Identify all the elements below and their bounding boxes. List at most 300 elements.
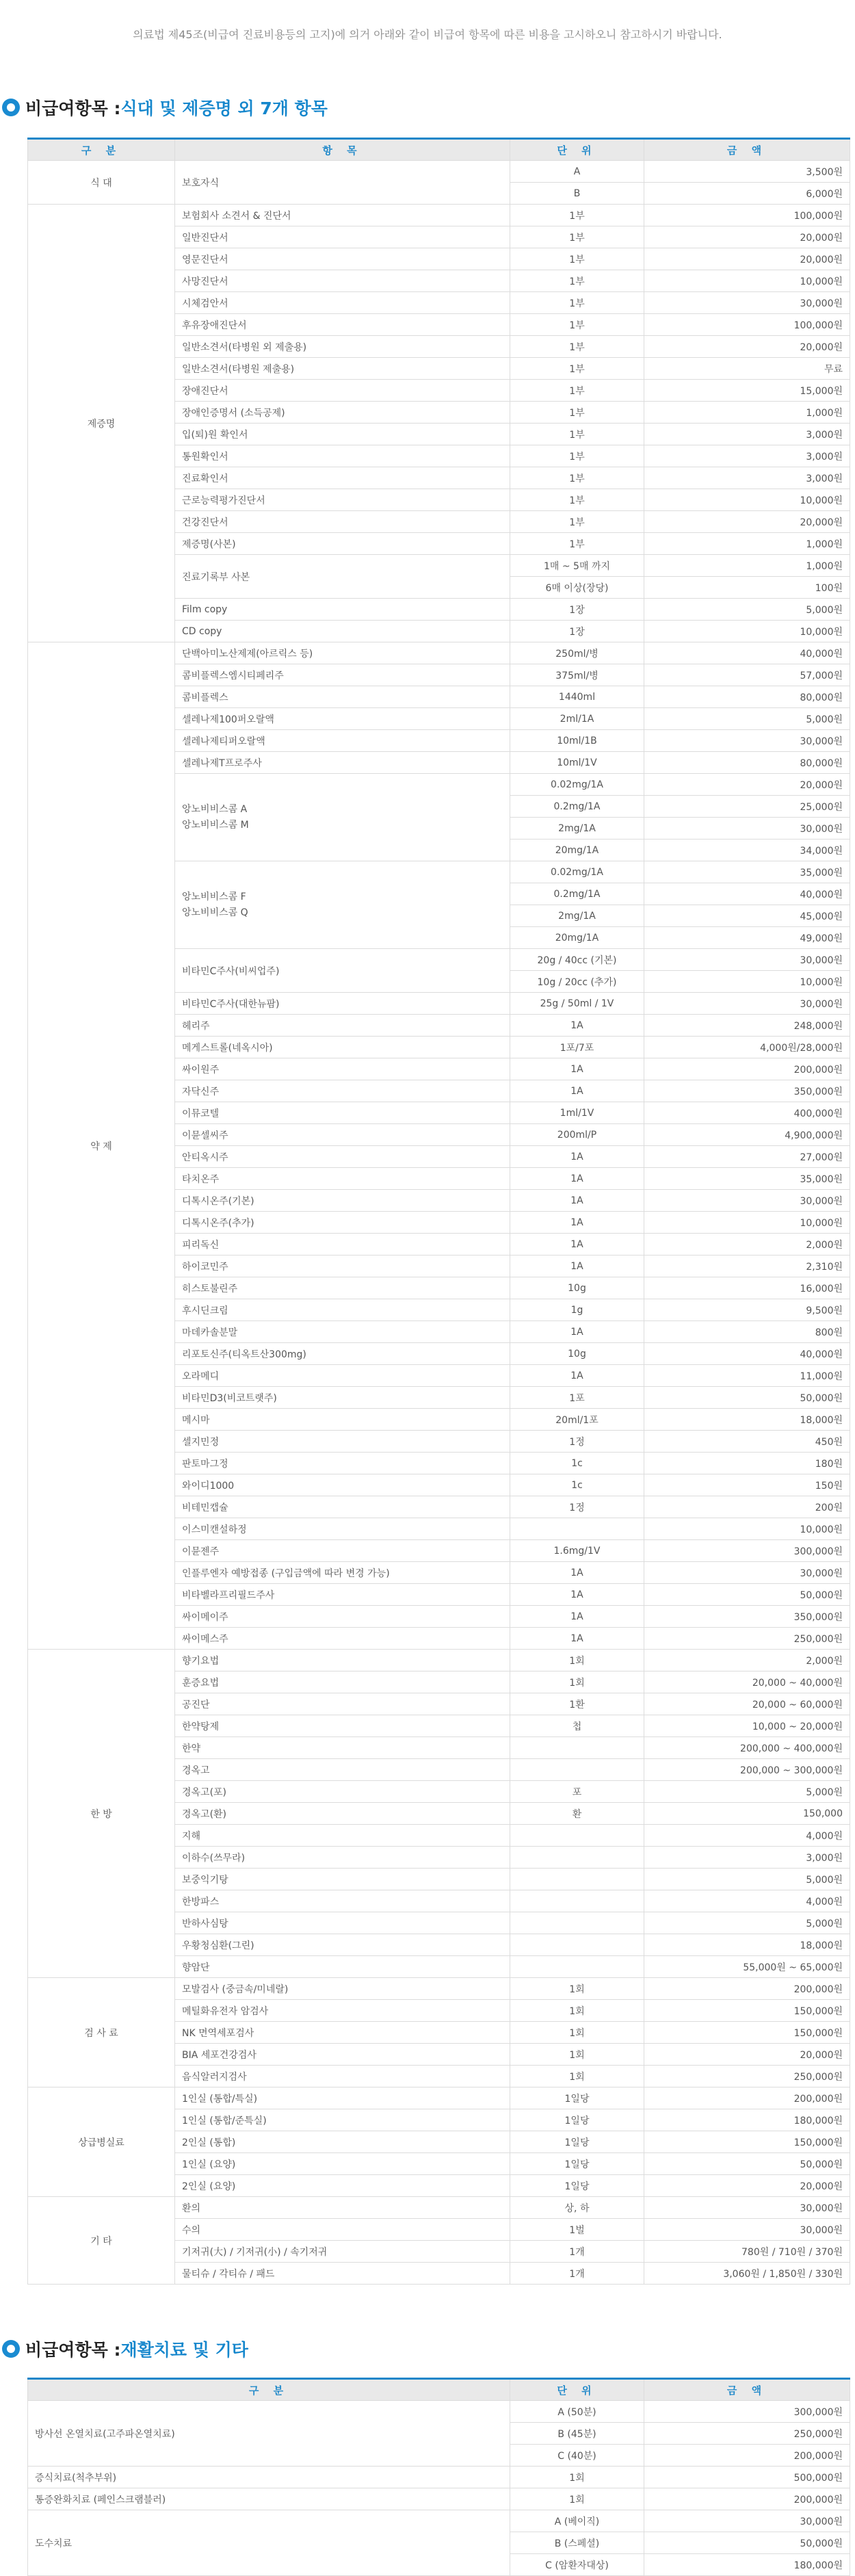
amount-cell: 4,900,000원 [644, 1124, 850, 1146]
unit-cell: 1일당 [510, 2153, 644, 2175]
unit-cell: 20g / 40cc (기본) [510, 949, 644, 971]
unit-cell: 0.2mg/1A [510, 883, 644, 905]
amount-cell: 3,000원 [644, 467, 850, 489]
amount-cell: 10,000원 [644, 621, 850, 642]
amount-cell: 1,000원 [644, 555, 850, 577]
amount-cell: 800원 [644, 1321, 850, 1343]
amount-cell: 10,000원 [644, 489, 850, 511]
unit-cell: 1포 [510, 1387, 644, 1409]
amount-cell: 40,000원 [644, 642, 850, 664]
unit-cell: 1A [510, 1321, 644, 1343]
unit-cell: 1개 [510, 2241, 644, 2263]
amount-cell: 5,000원 [644, 708, 850, 730]
item-cell: 셀레나제T프로주사 [175, 752, 510, 774]
section-title-prefix: 비급여항목 : [25, 99, 121, 118]
amount-cell: 45,000원 [644, 905, 850, 927]
amount-cell: 1,000원 [644, 533, 850, 555]
amount-cell: 100,000원 [644, 205, 850, 226]
unit-cell [510, 1847, 644, 1869]
item-cell: 보험회사 소견서 & 진단서 [175, 205, 510, 226]
amount-cell: 180원 [644, 1453, 850, 1474]
item-cell: 반하사심탕 [175, 1912, 510, 1934]
unit-cell: 1A [510, 1146, 644, 1168]
item-cell: CD copy [175, 621, 510, 642]
notice-text: 의료법 제45조(비급여 진료비용등의 고지)에 의거 아래와 같이 비급여 항목에 따른 비용을 고시하오니 참고하시기 바랍니다. [133, 28, 722, 41]
amount-cell: 80,000원 [644, 752, 850, 774]
unit-cell: A (베이직) [510, 2510, 644, 2532]
unit-cell: 1440ml [510, 686, 644, 708]
header-amount: 금 액 [644, 139, 850, 161]
item-cell: 수의 [175, 2219, 510, 2241]
item-cell: 향기요법 [175, 1650, 510, 1671]
unit-cell: 1부 [510, 489, 644, 511]
unit-cell: 10ml/1V [510, 752, 644, 774]
amount-cell: 11,000원 [644, 1365, 850, 1387]
amount-cell: 200,000 ~ 400,000원 [644, 1737, 850, 1759]
unit-cell: 1c [510, 1474, 644, 1496]
item-cell: 음식알러지검사 [175, 2066, 510, 2087]
amount-cell: 20,000원 [644, 2175, 850, 2197]
unit-cell: 1회 [510, 2044, 644, 2066]
unit-cell: 1부 [510, 270, 644, 292]
amount-cell: 80,000원 [644, 686, 850, 708]
item-cell: 히스토불린주 [175, 1277, 510, 1299]
item-cell: 환의 [175, 2197, 510, 2219]
unit-cell: 1A [510, 1256, 644, 1277]
amount-cell: 40,000원 [644, 1343, 850, 1365]
amount-cell: 5,000원 [644, 1869, 850, 1890]
unit-cell: 10ml/1B [510, 730, 644, 752]
item-cell: 비타벨라프리필드주사 [175, 1584, 510, 1606]
item-cell: 메틸화유전자 암검사 [175, 2000, 510, 2022]
amount-cell: 55,000원 ~ 65,000원 [644, 1956, 850, 1978]
section-title [2, 97, 328, 118]
header-category: 구 분 [28, 139, 175, 161]
amount-cell: 20,000원 [644, 248, 850, 270]
amount-cell: 10,000 ~ 20,000원 [644, 1715, 850, 1737]
item-cell: 2인실 (요양) [175, 2175, 510, 2197]
amount-cell: 100원 [644, 577, 850, 599]
amount-cell: 20,000원 [644, 2044, 850, 2066]
unit-cell: A (50분) [510, 2401, 644, 2423]
unit-cell: 1A [510, 1190, 644, 1212]
item-cell: 보중익기탕 [175, 1869, 510, 1890]
amount-cell: 150원 [644, 1474, 850, 1496]
amount-cell: 30,000원 [644, 1562, 850, 1584]
table-row [28, 205, 850, 226]
unit-cell: 1장 [510, 599, 644, 621]
unit-cell: 1A [510, 1365, 644, 1387]
table-row [28, 2401, 850, 2423]
amount-cell: 248,000원 [644, 1015, 850, 1037]
unit-cell: 1부 [510, 511, 644, 533]
item-cell: 셀지민정 [175, 1431, 510, 1453]
item-cell: 이뮤코텔 [175, 1102, 510, 1124]
unit-cell: 1회 [510, 2066, 644, 2087]
unit-cell: 1회 [510, 2467, 644, 2488]
category-cell: 약 제 [28, 642, 175, 1650]
unit-cell: 1부 [510, 533, 644, 555]
category-cell: 상급병실료 [28, 2087, 175, 2197]
fee-table-1 [27, 138, 850, 2285]
unit-cell: 1부 [510, 248, 644, 270]
amount-cell: 40,000원 [644, 883, 850, 905]
item-cell: 헤리주 [175, 1015, 510, 1037]
amount-cell: 3,000원 [644, 1847, 850, 1869]
unit-cell: 1포/7포 [510, 1037, 644, 1058]
unit-cell [510, 1825, 644, 1847]
unit-cell: 1부 [510, 467, 644, 489]
amount-cell: 30,000원 [644, 2219, 850, 2241]
table-row [28, 2087, 850, 2109]
amount-cell: 30,000원 [644, 949, 850, 971]
unit-cell: 1부 [510, 445, 644, 467]
amount-cell: 20,000원 [644, 226, 850, 248]
amount-cell: 18,000원 [644, 1409, 850, 1431]
unit-cell: 1회 [510, 1978, 644, 2000]
item-cell: 장애인증명서 (소득공제) [175, 402, 510, 424]
unit-cell: 1환 [510, 1693, 644, 1715]
amount-cell: 30,000원 [644, 2197, 850, 2219]
amount-cell: 9,500원 [644, 1299, 850, 1321]
unit-cell: 1A [510, 1015, 644, 1037]
unit-cell: 1회 [510, 2488, 644, 2510]
item-cell: 1인실 (통합/준특실) [175, 2109, 510, 2131]
amount-cell: 30,000원 [644, 1190, 850, 1212]
item-cell: 훈증요법 [175, 1671, 510, 1693]
item-cell: 앙노비비스콤 A 앙노비비스콤 M [175, 774, 510, 861]
header-unit: 단 위 [510, 139, 644, 161]
item-cell: 경옥고 [175, 1759, 510, 1781]
amount-cell: 18,000원 [644, 1934, 850, 1956]
amount-cell: 180,000원 [644, 2554, 850, 2576]
item-cell: 장애진단서 [175, 380, 510, 402]
amount-cell: 30,000원 [644, 2510, 850, 2532]
amount-cell: 30,000원 [644, 993, 850, 1015]
item-cell: NK 면역세포검사 [175, 2022, 510, 2044]
item-cell: 싸이메이주 [175, 1606, 510, 1628]
amount-cell: 20,000원 [644, 336, 850, 358]
unit-cell: A [510, 161, 644, 183]
header-category: 구 분 [28, 2379, 510, 2401]
unit-cell [510, 1869, 644, 1890]
item-cell: 증식치료(척추부위) [28, 2467, 510, 2488]
item-cell: 통원확인서 [175, 445, 510, 467]
amount-cell: 3,000원 [644, 424, 850, 445]
unit-cell: 1부 [510, 292, 644, 314]
item-cell: 통증완화치료 (페인스크램블러) [28, 2488, 510, 2510]
item-cell: 후유장애진단서 [175, 314, 510, 336]
item-cell: 공진단 [175, 1693, 510, 1715]
item-cell: 1인실 (요양) [175, 2153, 510, 2175]
item-cell: 자닥신주 [175, 1080, 510, 1102]
amount-cell: 200,000원 [644, 2087, 850, 2109]
amount-cell: 400,000원 [644, 1102, 850, 1124]
item-cell: 싸이원주 [175, 1058, 510, 1080]
amount-cell: 57,000원 [644, 664, 850, 686]
category-cell: 식 대 [28, 161, 175, 205]
amount-cell: 150,000원 [644, 2131, 850, 2153]
item-cell: 한방파스 [175, 1890, 510, 1912]
unit-cell: 1일당 [510, 2109, 644, 2131]
item-cell: 일반소견서(타병원 제출용) [175, 358, 510, 380]
circle-bullet-icon [2, 2340, 20, 2358]
item-cell: 와이디1000 [175, 1474, 510, 1496]
item-cell: 경옥고(포) [175, 1781, 510, 1803]
unit-cell [510, 1737, 644, 1759]
amount-cell: 200,000원 [644, 1978, 850, 2000]
amount-cell: 30,000원 [644, 818, 850, 840]
unit-cell: 0.2mg/1A [510, 796, 644, 818]
amount-cell: 10,000원 [644, 1212, 850, 1234]
item-cell: BIA 세포건강검사 [175, 2044, 510, 2066]
amount-cell: 350,000원 [644, 1080, 850, 1102]
unit-cell: 20mg/1A [510, 840, 644, 861]
amount-cell: 30,000원 [644, 730, 850, 752]
header-item: 항 목 [175, 139, 510, 161]
amount-cell: 300,000원 [644, 2401, 850, 2423]
unit-cell: 상, 하 [510, 2197, 644, 2219]
amount-cell: 무료 [644, 358, 850, 380]
item-cell: 일반소견서(타병원 외 제출용) [175, 336, 510, 358]
unit-cell: 1부 [510, 358, 644, 380]
unit-cell: 1A [510, 1628, 644, 1650]
amount-cell: 10,000원 [644, 971, 850, 993]
item-cell: 제증명(사본) [175, 533, 510, 555]
amount-cell: 200,000원 [644, 1058, 850, 1080]
amount-cell: 200원 [644, 1496, 850, 1518]
item-cell: 셀레나제티퍼오랄액 [175, 730, 510, 752]
unit-cell: 1회 [510, 2000, 644, 2022]
unit-cell: 10g [510, 1343, 644, 1365]
item-cell: 진료확인서 [175, 467, 510, 489]
item-cell: 비테민캡슐 [175, 1496, 510, 1518]
item-cell: 비타민C주사(대한뉴팜) [175, 993, 510, 1015]
amount-cell: 200,000원 [644, 2445, 850, 2467]
unit-cell: 1.6mg/1V [510, 1540, 644, 1562]
unit-cell: 375ml/병 [510, 664, 644, 686]
item-cell: 이뮨셀씨주 [175, 1124, 510, 1146]
amount-cell: 34,000원 [644, 840, 850, 861]
item-cell: 디톡시온주(추가) [175, 1212, 510, 1234]
amount-cell: 30,000원 [644, 292, 850, 314]
unit-cell: 20mg/1A [510, 927, 644, 949]
unit-cell: 20ml/1포 [510, 1409, 644, 1431]
unit-cell [510, 1759, 644, 1781]
table-row [28, 1978, 850, 2000]
unit-cell: B (스페셜) [510, 2532, 644, 2554]
item-cell: 모발검사 (중금속/미네랄) [175, 1978, 510, 2000]
item-cell: 타치온주 [175, 1168, 510, 1190]
amount-cell: 150,000원 [644, 2000, 850, 2022]
amount-cell: 4,000원/28,000원 [644, 1037, 850, 1058]
item-cell: 영문진단서 [175, 248, 510, 270]
section-title-highlight: 식대 및 제증명 외 7개 항목 [120, 99, 328, 118]
table-row [28, 161, 850, 183]
category-cell: 제증명 [28, 205, 175, 642]
unit-cell: 0.02mg/1A [510, 861, 644, 883]
amount-cell: 35,000원 [644, 1168, 850, 1190]
item-cell: 마데카솔분말 [175, 1321, 510, 1343]
amount-cell: 2,310원 [644, 1256, 850, 1277]
amount-cell: 50,000원 [644, 1584, 850, 1606]
unit-cell: 1정 [510, 1431, 644, 1453]
table-row [28, 642, 850, 664]
amount-cell: 350,000원 [644, 1606, 850, 1628]
amount-cell: 100,000원 [644, 314, 850, 336]
unit-cell: 1일당 [510, 2175, 644, 2197]
unit-cell: 1장 [510, 621, 644, 642]
unit-cell: 0.02mg/1A [510, 774, 644, 796]
unit-cell: 1회 [510, 1650, 644, 1671]
unit-cell [510, 1956, 644, 1978]
amount-cell: 4,000원 [644, 1825, 850, 1847]
table-row [28, 2510, 850, 2532]
amount-cell: 50,000원 [644, 1387, 850, 1409]
unit-cell: B [510, 183, 644, 205]
unit-cell: 1부 [510, 205, 644, 226]
amount-cell: 50,000원 [644, 2153, 850, 2175]
unit-cell: 환 [510, 1803, 644, 1825]
fee-table-2 [27, 2378, 850, 2576]
unit-cell: 1정 [510, 1496, 644, 1518]
amount-cell: 25,000원 [644, 796, 850, 818]
unit-cell: 1g [510, 1299, 644, 1321]
amount-cell: 15,000원 [644, 380, 850, 402]
unit-cell: 10g / 20cc (추가) [510, 971, 644, 993]
item-cell: 메시마 [175, 1409, 510, 1431]
unit-cell: 1부 [510, 314, 644, 336]
unit-cell: C (암환자대상) [510, 2554, 644, 2576]
amount-cell: 16,000원 [644, 1277, 850, 1299]
header-unit: 단 위 [510, 2379, 644, 2401]
circle-bullet-icon [2, 99, 20, 116]
unit-cell: 1A [510, 1058, 644, 1080]
section-title-prefix: 비급여항목 : [25, 2340, 121, 2360]
amount-cell: 2,000원 [644, 1234, 850, 1256]
amount-cell: 5,000원 [644, 1912, 850, 1934]
item-cell: 한약탕제 [175, 1715, 510, 1737]
item-cell: 이스미캔설하정 [175, 1518, 510, 1540]
amount-cell: 3,500원 [644, 161, 850, 183]
unit-cell: 2mg/1A [510, 905, 644, 927]
item-cell: 입(퇴)원 확인서 [175, 424, 510, 445]
amount-cell: 10,000원 [644, 1518, 850, 1540]
item-cell: 도수치료 [28, 2510, 510, 2576]
item-cell: 하이코민주 [175, 1256, 510, 1277]
item-cell: 이뮨젠주 [175, 1540, 510, 1562]
item-cell: 단백아미노산제제(아르릭스 등) [175, 642, 510, 664]
amount-cell: 250,000원 [644, 2066, 850, 2087]
unit-cell: 1일당 [510, 2087, 644, 2109]
item-cell: 1인실 (통합/특실) [175, 2087, 510, 2109]
unit-cell: 1A [510, 1080, 644, 1102]
item-cell: 방사선 온열치료(고주파온열치료) [28, 2401, 510, 2467]
item-cell: 보호자식 [175, 161, 510, 205]
amount-cell: 180,000원 [644, 2109, 850, 2131]
section-title-highlight: 재활치료 및 기타 [120, 2340, 248, 2360]
amount-cell: 10,000원 [644, 270, 850, 292]
item-cell: 셀레나제100퍼오랄액 [175, 708, 510, 730]
unit-cell: 2ml/1A [510, 708, 644, 730]
item-cell: 기저귀(大) / 기저귀(小) / 속기저귀 [175, 2241, 510, 2263]
item-cell: 물티슈 / 각티슈 / 패드 [175, 2263, 510, 2285]
amount-cell: 49,000원 [644, 927, 850, 949]
unit-cell: 1매 ~ 5매 까지 [510, 555, 644, 577]
unit-cell: 1부 [510, 380, 644, 402]
unit-cell: 1회 [510, 2022, 644, 2044]
unit-cell [510, 1912, 644, 1934]
amount-cell: 3,000원 [644, 445, 850, 467]
item-cell: 리포토신주(티옥트산300mg) [175, 1343, 510, 1365]
item-cell: 건강진단서 [175, 511, 510, 533]
table-row [28, 2488, 850, 2510]
unit-cell: C (40분) [510, 2445, 644, 2467]
unit-cell [510, 1518, 644, 1540]
unit-cell: 1개 [510, 2263, 644, 2285]
item-cell: 안티옥시주 [175, 1146, 510, 1168]
amount-cell: 300,000원 [644, 1540, 850, 1562]
header-amount: 금 액 [644, 2379, 850, 2401]
unit-cell: 1A [510, 1212, 644, 1234]
amount-cell: 35,000원 [644, 861, 850, 883]
unit-cell [510, 1934, 644, 1956]
item-cell: 일반진단서 [175, 226, 510, 248]
item-cell: 비타민D3(비코트랫주) [175, 1387, 510, 1409]
unit-cell: 25g / 50ml / 1V [510, 993, 644, 1015]
category-cell: 기 타 [28, 2197, 175, 2285]
amount-cell: 20,000 ~ 40,000원 [644, 1671, 850, 1693]
unit-cell: 1부 [510, 424, 644, 445]
unit-cell: 1A [510, 1606, 644, 1628]
amount-cell: 5,000원 [644, 1781, 850, 1803]
item-cell: 지해 [175, 1825, 510, 1847]
unit-cell: 1A [510, 1562, 644, 1584]
unit-cell: 200ml/P [510, 1124, 644, 1146]
unit-cell: B (45분) [510, 2423, 644, 2445]
item-cell: 근로능력평가진단서 [175, 489, 510, 511]
unit-cell: 2mg/1A [510, 818, 644, 840]
section-title [2, 2339, 248, 2359]
table-row [28, 2467, 850, 2488]
amount-cell: 20,000 ~ 60,000원 [644, 1693, 850, 1715]
item-cell: 콤비플렉스엠시티페리주 [175, 664, 510, 686]
item-cell: 판토마그정 [175, 1453, 510, 1474]
unit-cell: 1부 [510, 226, 644, 248]
amount-cell: 2,000원 [644, 1650, 850, 1671]
unit-cell: 1ml/1V [510, 1102, 644, 1124]
unit-cell: 1A [510, 1168, 644, 1190]
item-cell: 디톡시온주(기본) [175, 1190, 510, 1212]
unit-cell: 1A [510, 1584, 644, 1606]
item-cell: 시체검안서 [175, 292, 510, 314]
item-cell: 사망진단서 [175, 270, 510, 292]
item-cell: 이하수(쓰무라) [175, 1847, 510, 1869]
unit-cell: 1c [510, 1453, 644, 1474]
item-cell: 오라메디 [175, 1365, 510, 1387]
unit-cell: 1회 [510, 1671, 644, 1693]
item-cell: 싸이메스주 [175, 1628, 510, 1650]
item-cell: 인플루엔자 예방접종 (구입금액에 따라 변경 가능) [175, 1562, 510, 1584]
unit-cell: 1일당 [510, 2131, 644, 2153]
item-cell: 진료기록부 사본 [175, 555, 510, 599]
unit-cell: 1A [510, 1234, 644, 1256]
item-cell: 콤비플렉스 [175, 686, 510, 708]
amount-cell: 450원 [644, 1431, 850, 1453]
item-cell: 한약 [175, 1737, 510, 1759]
item-cell: 후시딘크림 [175, 1299, 510, 1321]
amount-cell: 20,000원 [644, 774, 850, 796]
